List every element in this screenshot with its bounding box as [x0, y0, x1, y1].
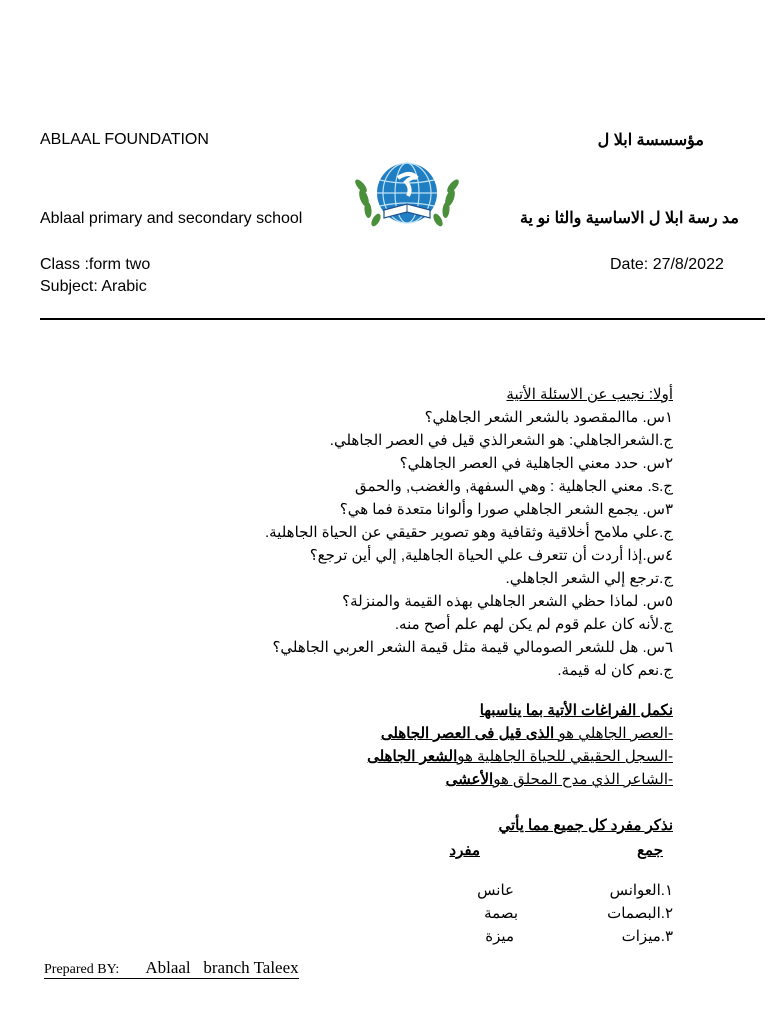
- fill-blank-item: [367, 746, 673, 769]
- qa-line: ٤س.إذا أردت أن تتعرف علي الحياة الجاهلية, إلي أين ترجع؟: [309, 547, 673, 564]
- fill-blank-prefix: -السجل الحقيقي للحياة الجاهلية هو: [457, 748, 673, 765]
- date-label: Date: 27/8/2022: [610, 256, 724, 273]
- plural-word: ١.العوانس: [609, 882, 673, 899]
- foundation-name-en: ABLAAL FOUNDATION: [40, 131, 209, 148]
- fill-blank-item: [446, 769, 673, 792]
- school-name-ar: مد رسة ابلا ل الاساسية والثا نو ية: [519, 210, 739, 227]
- foundation-name-ar: مؤسسسة ابلا ل: [597, 132, 704, 149]
- fill-blank-prefix: -الشاعر الذي مدح المحلق هو: [493, 771, 673, 788]
- qa-line: ج.s. معني الجاهلية : وهي السفهة, والغضب, والحمق: [354, 478, 673, 495]
- school-logo: [354, 160, 460, 230]
- prepared-by: [44, 958, 299, 979]
- header-divider: [40, 318, 765, 320]
- qa-line: ٦س. هل للشعر الصومالي قيمة مثل قيمة الشعر العربي الجاهلي؟: [272, 639, 673, 656]
- fill-blank-answer: الذى قيل فى العصر الجاهلى: [380, 725, 555, 742]
- qa-line: ٥س. لماذا حظي الشعر الجاهلي بهذه القيمة والمنزلة؟: [342, 593, 673, 610]
- section2-title: نكمل الفراغات الأتية بما يناسبها: [479, 702, 673, 719]
- qa-line: ٢س. حدد معني الجاهلية في العصر الجاهلي؟: [399, 455, 673, 472]
- plural-word: ٣.ميزات: [621, 928, 673, 945]
- section1-title: أولا: نجيب عن الاسئلة الأتية: [506, 386, 673, 403]
- singular-word: ميزة: [485, 928, 514, 945]
- prepared-by-name: Ablaal branch Taleex: [145, 958, 299, 977]
- fill-blank-answer: الأعشى: [445, 771, 494, 788]
- qa-line: ج.نعم كان له قيمة.: [557, 662, 673, 679]
- subject-label: Subject: Arabic: [40, 278, 147, 295]
- column-singular-header: مفرد: [449, 842, 480, 859]
- qa-line: ج.علي ملامح أخلاقية وثقافية وهو تصوير حقيقي عن الحياة الجاهلية.: [264, 524, 673, 541]
- section3-title: نذكر مفرد كل جميع مما يأتي: [498, 817, 673, 834]
- fill-blank-answer: الشعر الجاهلى: [367, 748, 458, 765]
- fill-blank-prefix: -العصر الجاهلي هو: [554, 725, 673, 742]
- fill-blank-item: [381, 723, 673, 746]
- singular-word: بصمة: [484, 905, 518, 922]
- column-plural-header: جمع: [637, 842, 663, 859]
- singular-word: عانس: [477, 882, 514, 899]
- plural-word: ٢.البصمات: [607, 905, 673, 922]
- qa-line: ج.لأنه كان علم قوم لم يكن لهم علم أصح منه.: [394, 616, 673, 633]
- qa-line: ج.الشعرالجاهلي: هو الشعرالذي قيل في العصر الجاهلي.: [329, 432, 673, 449]
- qa-line: ٣س. يجمع الشعر الجاهلي صورا وألوانا متعدة فما هي؟: [339, 501, 673, 518]
- school-name-en: Ablaal primary and secondary school: [40, 210, 303, 227]
- class-label: Class :form two: [40, 256, 151, 273]
- qa-line: ج.ترجع إلي الشعر الجاهلي.: [505, 570, 673, 587]
- qa-line: ١س. ماالمقصود بالشعر الشعر الجاهلي؟: [424, 409, 673, 426]
- prepared-by-label: Prepared BY:: [44, 962, 120, 977]
